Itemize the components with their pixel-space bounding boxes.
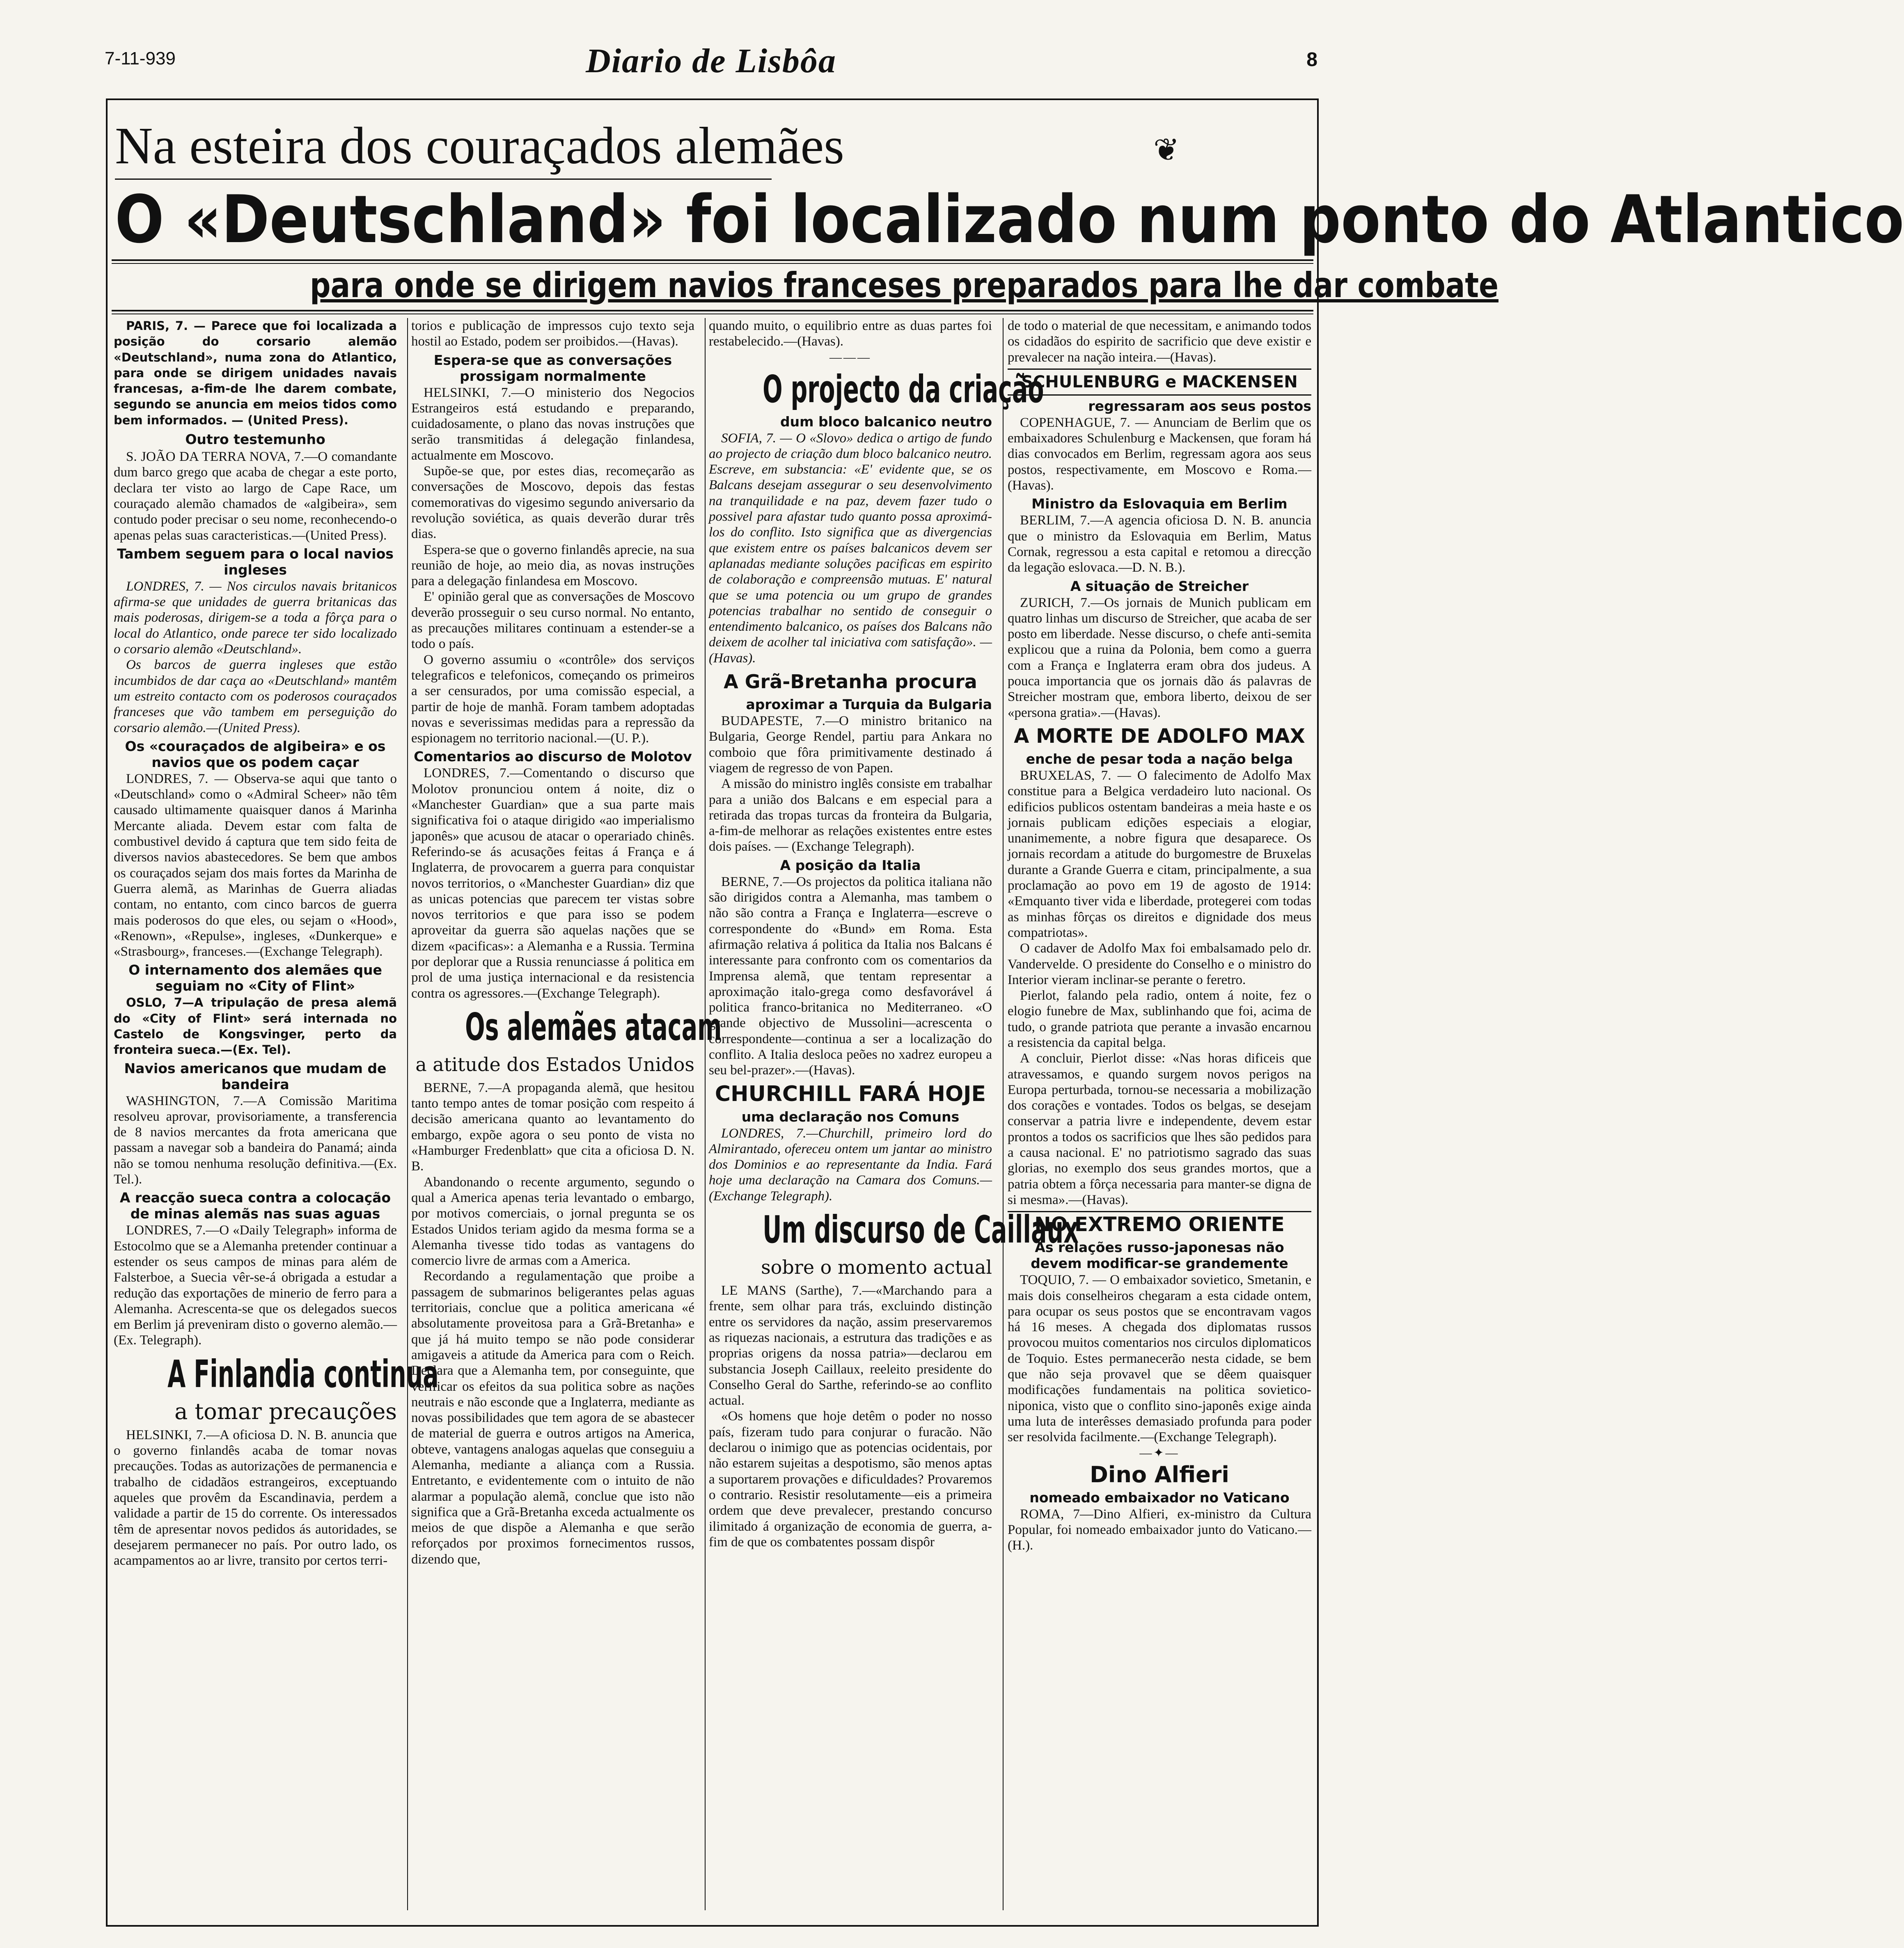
article-paragraph: TOQUIO, 7. — O embaixador sovietico, Smetanin, e mais dois conselheiros chegaram a esta cidade ontem, para ocupar os seus postos que se encontravam vagos há 16 meses. A chegada dos diplomatas russos provocou muitos comentarios nos circulos diplomaticos de Toquio. Estes permanecerão nesta cidade, se bem que não seja provavel que se dêem quaisquer modificações fundamentais na politica sovietico-niponica, visto que o conflito sino-japonês exige ainda uma luta de interêsses demasiado profunda para poder ser resolvida facilmente.—(Exchange Telegraph). <box>1008 1273 1311 1445</box>
article-subheadline: aproximar a Turquia da Bulgaria <box>746 696 992 713</box>
lead-paragraph: PARIS, 7. — Parece que foi localizada a posição do corsario alemão «Deutschland», numa zona do Atlantico, para onde se dirigem unidades navais francesas, a-fim-de lhe darem combate, segundo se anuncia em meios tidos como bem informados. — (United Press). <box>114 319 397 427</box>
article-heading: O internamento dos alemães que seguiam no «City of Flint» <box>128 962 382 994</box>
article-paragraph: Pierlot, falando pela radio, ontem á noite, fez o elogio funebre de Max, sublinhando que foi, acima de tudo, o grande patriota que perante a invasão encarnou a resistencia da capital belga. <box>1008 988 1311 1050</box>
article-subheadline: uma declaração nos Comuns <box>741 1108 960 1125</box>
article-headline: Um discurso de Caillaux <box>763 1208 1079 1252</box>
column-1 <box>114 318 439 1910</box>
article-paragraph: SOFIA, 7. — O «Slovo» dedica o artigo de fundo ao projecto de criação dum bloco balcanico neutro. Escreve, em substancia: «E' evidente que, se os Balcans desejam assegurar o seu desenvolvimento na tranquilidade e na paz, devem fazer tudo o possivel para afastar tudo quanto possa aproximá-los do conflito. Isto significa que as divergencias que existem entre os países balcanicos devem ser aplanadas mediante soluções pacificas em espirito de colaboração e compreensão mutuas. E' natural que se uma potencia ou um grupo de grandes potencias trabalhar no sentido de conseguir o entendimento balcanico, os países dos Balcans não deixem de acolher tal iniciativa com satisfação». — (Havas). <box>709 430 992 666</box>
article-heading: Comentarios ao discurso de Molotov <box>414 749 692 765</box>
article-paragraph: A missão do ministro inglês consiste em trabalhar para a união dos Balcans e em especial para a retirada das tropas turcas da fronteira da Bulgaria, a-fim-de melhorar as relações existentes entre estes dois países. — (Exchange Telegraph). <box>709 776 992 854</box>
article-headline: O projecto da criação <box>763 367 1044 411</box>
article-subheadline: dum bloco balcanico neutro <box>780 413 992 430</box>
column-3 <box>709 318 1079 1910</box>
headline-rule <box>112 259 1313 264</box>
article-paragraph: de todo o material de que necessitam, e animando todos os cidadãos do espirito de sacrificio que deve existir e prevalecer na nação inteira.—(Havas). <box>1008 318 1311 365</box>
article-paragraph: O cadaver de Adolfo Max foi embalsamado pelo dr. Vandervelde. O presidente do Conselho e o ministro do Interior vieram inclinar-se perante o feretro. <box>1008 941 1311 987</box>
article-heading: Navios americanos que mudam de bandeira <box>124 1060 387 1092</box>
article-heading: Ministro da Eslovaquia em Berlim <box>1031 496 1288 512</box>
article-paragraph: HELSINKI, 7.—A oficiosa D. N. B. anuncia que o governo finlandês acaba de tomar novas precauções. Todas as autorizações de permanencia e trabalho de cidadãos estrangeiros, exceptuando aqueles que provêm da Escandinavia, perdem a validade a partir de 15 do corrente. Os interessados têm de apresentar novos pedidos ás autoridades, se desejarem permanecer no país. Por outro lado, os acampamentos ao ar livre, transito por certos terri- <box>114 1427 397 1568</box>
article-subheadline: a tomar precauções <box>174 1398 397 1424</box>
article-heading: A situação de Streicher <box>1070 578 1249 594</box>
kicker-rule <box>115 179 772 180</box>
article-paragraph: LONDRES, 7.—Comentando o discurso que Molotov pronunciou ontem á noite, diz o «Manchester Guardian» que a sua parte mais significativa foi o ataque dirigido «ao imperialismo japonês» que acusou de atacar o operariado chinês. Referindo-se ás acusações feitas á França e á Inglaterra, de provocarem a guerra para conquistar novos territorios, o «Manchester Guardian» diz que as unicas potencias que parecem ter vistas sobre novos territorios e que para isso se podem aproveitar da guerra são aquelas nações que se dizem «pacificas»: a Alemanha e a Russia. Termina por deplorar que a Russia renunciasse á politica em prol de uma justiça internacional e da resistencia contra os agressores.—(Exchange Telegraph). <box>411 766 694 1001</box>
article-paragraph: BERLIM, 7.—A agencia oficiosa D. N. B. anuncia que o ministro da Eslovaquia em Berlim, Matus Cornak, regressou a esta capital e retomou a direcção da legação eslovaca.—D. N. B.). <box>1008 513 1311 575</box>
article-paragraph: BERNE, 7.—Os projectos da politica italiana não são dirigidos contra a Alemanha, mas tambem o não são contra a França e Inglaterra—escreve o correspondente do «Bund» em Roma. Esta afirmação relativa á politica da Italia nos Balcans é interessante para confronto com os comentarios da Imprensa alemã, que tentam representar a aproximação italo-grega como desfavorável á politica franco-britanica no Mediterraneo. «O grande objectivo de Mussolini—acrescenta o correspondente—continua a ser a localização do conflito. A Italia desloca peões no xadrez europeu a seu bel-prazer».—(Havas). <box>709 874 992 1078</box>
article-heading: Os «couraçados de algibeira» e os navios que os podem caçar <box>125 738 386 770</box>
article-headline: A Finlandia continua <box>167 1352 439 1396</box>
article-subheadline: nomeado embaixador no Vaticano <box>1029 1489 1290 1506</box>
subhead-rule <box>112 310 1313 314</box>
kicker: Na esteira dos couraçados alemães <box>115 117 844 175</box>
article-paragraph: LONDRES, 7.—Churchill, primeiro lord do Almirantado, ofereceu ontem um jantar ao ministro dos Dominios e ao representante da India. Fará hoje uma declaração na Camara dos Comuns.—(Exchange Telegraph). <box>709 1126 992 1204</box>
article-paragraph: Espera-se que o governo finlandês aprecie, na sua reunião de hoje, ao meio dia, as novas instruções para a delegação finlandesa em Moscovo. <box>411 542 694 589</box>
article-paragraph: E' opinião geral que as conversações de Moscovo deverão prosseguir o seu curso normal. No entanto, as precauções militares continuam a estender-se a todo o país. <box>411 589 694 652</box>
running-head <box>105 41 1317 90</box>
article-paragraph: O governo assumiu o «contrôle» dos serviços telegraficos e telefonicos, começando os primeiros a ser censurados, por uma comissão especial, a partir de hoje de manhã. Foram tambem adoptadas novas e severissimas medidas para a repressão da espionagem no territorio nacional.—(U. P.). <box>411 652 694 746</box>
issue-date: 7-11-939 <box>105 48 176 69</box>
column-2 <box>411 318 722 1910</box>
separator: —✦— <box>1139 1446 1180 1460</box>
article-heading: A posição da Italia <box>780 857 921 873</box>
article-heading: A reacção sueca contra a colocação de minas alemãs nas suas aguas <box>119 1190 391 1222</box>
article-subheadline: sobre o momento actual <box>761 1256 992 1279</box>
article-paragraph: A concluir, Pierlot disse: «Nas horas dificeis que atravessamos, e quando surgem novos perigos na Europa perturbada, tornou-se necessaria a mobilização dos corações e vontades. Todos os belgas, se desejam conservar a patria livre e independente, devem estar prontos a todos os sacrificios que lhes são pedidos para a causa nacional. E' no patriotismo sagrado das suas glorias, no exemplo dos seus grandes mortos, que a patria obtem a fôrça necessaria para manter-se digna de si mesma».—(Havas). <box>1008 1051 1311 1207</box>
article-paragraph: Recordando a regulamentação que proibe a passagem de submarinos beligerantes pelas aguas territoriais, conclue que a politica americana «é absolutamente proveitosa para a Grã-Bretanha» e que já há muito tempo se não pode considerar amigaveis a atitude da America para com o Reich. Declara que a Alemanha tem, por conseguinte, que verificar os efeitos da sua politica sobre as nações neutrais e não esconde que a Inglaterra, mediante as novas possibilidades que tem agora de se abastecer de material de guerra e outros artigos na America, obteve, vantagens analogas aquelas que conseguiu a Alemanha, mediante a aliança com a Russia. Entretanto, e evidentemente com o intuito de não alarmar a população alemã, conclue que isto não significa que a Grã-Bretanha exceda actualmente os meios de que dispõe a Alemanha e que serão reforçados por proximos fornecimentos russos, dizendo que, <box>411 1269 694 1567</box>
article-heading: Tambem seguem para o local navios ingleses <box>117 545 394 578</box>
column-divider <box>705 318 706 1910</box>
article-paragraph: «Os homens que hoje detêm o poder no nosso país, fizeram tudo para conjurar o furacão. Não declarou o inimigo que as potencias ocidentais, por não estarem sujeitas a despotismo, são menos aptas a suportarem provações e dificuldades? Provaremos o contrario. Resistir resolutamente—eis a primeira ordem que deve prevalecer, prestando concurso ilimitado á organização de economia de guerra, a-fim de que os combatentes possam dispôr <box>709 1409 992 1550</box>
article-headline: CHURCHILL FARÁ HOJE <box>715 1081 986 1106</box>
article-paragraph: ROMA, 7—Dino Alfieri, ex-ministro da Cultura Popular, foi nomeado embaixador junto do Vaticano.—(H.). <box>1008 1506 1311 1553</box>
article-paragraph: BRUXELAS, 7. — O falecimento de Adolfo Max constitue para a Belgica verdadeiro luto nacional. Os edificios publicos ostentam bandeiras a meia haste e os jornais publicam edições especiais a elogiar, unanimemente, a nobre figura que desaparece. Os jornais recordam a atitude do burgomestre de Bruxelas durante a Grande Guerra e citam, principalmente, a sua proclamação ao povo em 19 de agosto de 1914: «Emquanto tiver vida e liberdade, protegerei com todas as minhas fôrças os direitos e dignidade dos meus compatriotas». <box>1008 768 1311 940</box>
column-4 <box>1008 318 1311 1910</box>
article-subheadline: enche de pesar toda a nação belga <box>1026 751 1293 767</box>
article-headline: SCHULENBURG e MACKENSEN <box>1008 369 1311 396</box>
article-paragraph: BUDAPESTE, 7.—O ministro britanico na Bulgaria, George Rendel, partiu para Ankara no comboio que fôra primitivamente destinado á viagem de regresso de von Papen. <box>709 714 992 776</box>
main-subhead: para onde se dirigem navios franceses preparados para lhe dar combate <box>310 265 1498 305</box>
article-headline: A MORTE DE ADOLFO MAX <box>1014 724 1305 748</box>
article-headline: Dino Alfieri <box>1090 1461 1229 1488</box>
article-paragraph: OSLO, 7—A tripulação de presa alemã do «City of Flint» será internada no Castelo de Kongsvinger, perto da fronteira sueca.—(Ex. Tel). <box>114 996 397 1057</box>
column-divider <box>1003 318 1004 1910</box>
page-number: 8 <box>1306 49 1317 71</box>
column-divider <box>407 318 408 1910</box>
article-paragraph: LE MANS (Sarthe), 7.—«Marchando para a frente, sem olhar para trás, excluindo distinção entre os servidores da nação, assim preservaremos as riquezas nacionais, a estrutura das tradições e as proprias origens da nossa patria»—declarou em substancia Joseph Caillaux, reeleito presidente do Conselho Geral do Sarthe, referindo-se ao conflito actual. <box>709 1283 992 1408</box>
article-paragraph: S. JOÃO DA TERRA NOVA, 7.—O comandante dum barco grego que acaba de chegar a este porto, declara ter visto ao largo de Cape Race, um couraçado alemão chamados de «algibeira», sem contudo poder precisar o seu nome, reconhecendo-o apenas pelas suas caracteristicas.—(United Press). <box>114 449 397 543</box>
article-paragraph: Os barcos de guerra ingleses que estão incumbidos de dar caça ao «Deutschland» mantêm um estreito contacto com os poderosos couraçados franceses que vão tambem em perseguição do corsario alemão.—(United Press). <box>114 657 397 735</box>
separator: ——— <box>829 350 871 364</box>
ornament-icon: ❦ <box>1153 133 1180 167</box>
article-headline: A Grã-Bretanha procura <box>724 671 977 693</box>
article-paragraph: LONDRES, 7. — Nos circulos navais britanicos afirma-se que unidades de guerra britanicas das mais poderosas, dirigem-se a toda a fôrça para o local do Atlantico, onde parece ter sido localizado o corsario alemão «Deutschland». <box>114 579 397 657</box>
article-subheadline: As relações russo-japonesas não devem modificar-se grandemente <box>1031 1239 1288 1272</box>
article-paragraph: Abandonando o recente argumento, segundo o qual a America apenas teria levantado o embargo, por motivos comerciais, o jornal pregunta se os Estados Unidos teriam agido da mesma forma se a Alemanha tivesse tido todas as vantagens do comercio livre de armas com a America. <box>411 1174 694 1268</box>
article-paragraph: torios e publicação de impressos cujo texto seja hostil ao Estado, podem ser proibidos.—(Havas). <box>411 318 694 349</box>
main-headline: O «Deutschland» foi localizado num ponto do Atlantico <box>115 181 1904 258</box>
article-paragraph: BERNE, 7.—A propaganda alemã, que hesitou tanto tempo antes de tomar posição com respeito á decisão americana quanto ao levantamento do embargo, expõe agora o seu ponto de vista no «Hamburger Fredenblatt» que cita a oficiosa D. N. B. <box>411 1080 694 1174</box>
article-paragraph: LONDRES, 7.—O «Daily Telegraph» informa de Estocolmo que se a Alemanha pretender continuar a estender os seus campos de minas para além de Falsterboe, a Suecia vêr-se-á obrigada a estudar a redução das exportações de minerio de ferro para a Alemanha. Acrescenta-se que os delegados suecos em Berlim já preveniram disto o governo alemão.—(Ex. Telegraph). <box>114 1223 397 1348</box>
masthead: Diario de Lisbôa <box>586 42 836 80</box>
article-subheadline: regressaram aos seus postos <box>1088 398 1311 414</box>
article-heading: Outro testemunho <box>185 431 325 448</box>
article-paragraph: ZURICH, 7.—Os jornais de Munich publicam em quatro linhas um discurso de Streicher, que acaba de ser posto em liberdade. Nesse discurso, o chefe anti-semita explicou que a ruina da Polonia, bem como a guerra com a França e Inglaterra eram obra dos judeus. A pouca importancia que os jornais dão ás palavras de Streicher mostram que, embora liberto, deixou de ser «persona gratia».—(Havas). <box>1008 595 1311 720</box>
article-paragraph: Supõe-se que, por estes dias, recomeçarão as conversações de Moscovo, depois das festas comemorativas do vigesimo segundo aniversario da revolução soviética, as quais deverão durar três dias. <box>411 464 694 542</box>
article-paragraph: quando muito, o equilibrio entre as duas partes foi restabelecido.—(Havas). <box>709 318 992 349</box>
article-headline: Os alemães atacam <box>465 1005 722 1049</box>
article-paragraph: WASHINGTON, 7.—A Comissão Maritima resolveu aprovar, provisoriamente, a transferencia de 8 navios mercantes da frota americana que passam a navegar sob a bandeira do Panamá; ainda não se tomou nenhuma resolução definitiva.—(Ex. Tel.). <box>114 1093 397 1187</box>
article-paragraph: COPENHAGUE, 7. — Anunciam de Berlim que os embaixadores Schulenburg e Mackensen, que foram há dias convocados em Berlim, regressam agora aos seus postos, respectivamente, em Moscovo e Roma.—(Havas). <box>1008 415 1311 493</box>
article-paragraph: LONDRES, 7. — Observa-se aqui que tanto o «Deutschland» como o «Admiral Scheer» não têm causado ultimamente quaisquer danos á Marinha Mercante aliada. Devem estar com falta de combustivel devido á captura que tem sido feita de diversos navios abastecedores. Se bem que ambos os couraçados sejam dos mais fortes da Marinha de Guerra alemã, as Marinhas de Guerra aliadas contam, no entanto, com cinco barcos de guerra mais poderosos do que eles, ou sejam o «Hood», «Renown», «Repulse», ingleses, «Dunkerque» e «Strasbourg», franceses.—(Exchange Telegraph). <box>114 771 397 959</box>
article-paragraph: HELSINKI, 7.—O ministerio dos Negocios Estrangeiros está estudando e preparando, cuidadosamente, o plano das novas instruções que serão transmitidas á delegação finlandesa, actualmente em Moscovo. <box>411 385 694 463</box>
article-subheadline: a atitude dos Estados Unidos <box>415 1053 694 1076</box>
article-heading: Espera-se que as conversações prossigam normalmente <box>433 352 672 384</box>
article-headline: NO EXTREMO ORIENTE <box>1008 1211 1311 1237</box>
